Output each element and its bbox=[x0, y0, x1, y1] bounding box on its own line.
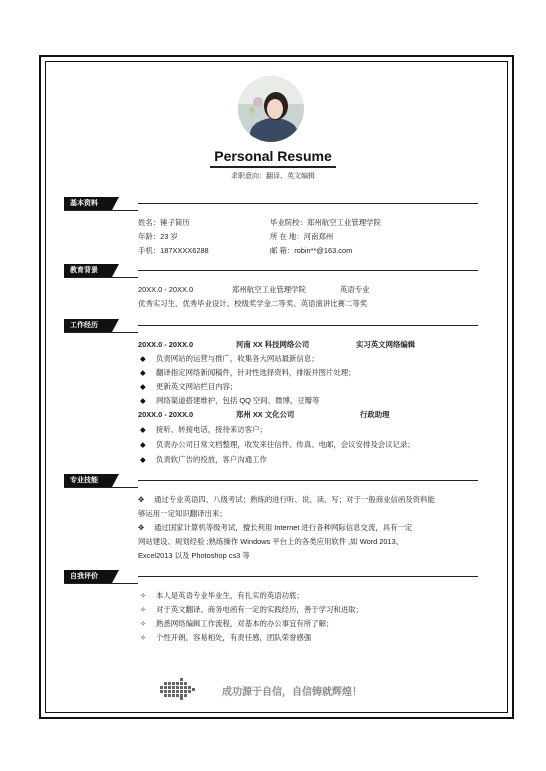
basic-location: 所 在 地：河南郑州 bbox=[270, 232, 334, 241]
skill-line: 通过专业英语四、八级考试；熟练的进行听、说、读、写；对于一般商业信函及资料能 bbox=[154, 495, 435, 504]
work-period: 20XX.0 - 20XX.0 bbox=[138, 410, 194, 419]
outline-star-icon: ✧ bbox=[140, 633, 147, 642]
four-point-star-icon: ✥ bbox=[138, 495, 145, 504]
section-underline bbox=[64, 277, 138, 278]
black-diamond-icon: ◆ bbox=[140, 396, 146, 405]
work-item: 负责办公司日常文档整理，收发来往信件、传真、电邮，会议安排及会议记录； bbox=[156, 440, 415, 449]
section-work-header bbox=[64, 319, 118, 332]
black-diamond-icon: ◆ bbox=[140, 425, 146, 434]
dotted-arrow-icon bbox=[160, 678, 198, 700]
footer-motto: 成功源于自信，自信铸就辉煌！ bbox=[222, 687, 362, 698]
section-underline bbox=[64, 210, 138, 211]
work-item: 接听、转接电话，接待来访客户； bbox=[156, 425, 267, 434]
section-divider bbox=[138, 325, 478, 326]
education-honors: 优秀实习生、优秀毕业设计、校级奖学金二等奖、英语演讲比赛二等奖 bbox=[138, 299, 368, 308]
basic-age: 年龄：23 岁 bbox=[138, 232, 178, 241]
section-work-title: 工作经历 bbox=[64, 319, 112, 332]
black-diamond-icon: ◆ bbox=[140, 368, 146, 377]
outline-star-icon: ✧ bbox=[140, 591, 147, 600]
section-self-header bbox=[64, 570, 118, 583]
education-period: 20XX.0 - 20XX.0 bbox=[138, 285, 194, 294]
section-self-title: 自我评价 bbox=[64, 570, 112, 583]
section-divider bbox=[138, 576, 478, 577]
avatar bbox=[238, 76, 304, 142]
self-item: 个性开朗，容易相处，有责任感，团队荣誉感强 bbox=[156, 633, 312, 642]
skill-line: Excel2013 以及 Photoshop cs3 等 bbox=[138, 551, 250, 560]
section-underline bbox=[64, 332, 138, 333]
section-underline bbox=[64, 487, 138, 488]
work-company: 河南 XX 科技网络公司 bbox=[236, 340, 310, 349]
black-diamond-icon: ◆ bbox=[140, 354, 146, 363]
self-item: 本人是英语专业毕业生，有扎实的英语功底； bbox=[156, 591, 304, 600]
basic-email: 邮 箱：robin**@163.com bbox=[270, 246, 353, 255]
four-point-star-icon: ✥ bbox=[138, 523, 145, 532]
outline-star-icon: ✧ bbox=[140, 619, 147, 628]
section-skills-title: 专业技能 bbox=[64, 474, 112, 487]
skill-line: 通过国家计算机等级考试，擅长利用 Internet 进行各种网际信息交流，具有一定 bbox=[154, 523, 413, 532]
skill-line: 够运用一定知识翻译出来； bbox=[138, 509, 227, 518]
basic-phone: 手机：187XXXX6288 bbox=[138, 246, 209, 255]
section-education-title: 教育背景 bbox=[64, 264, 112, 277]
work-item: 网络渠道搭建维护，包括 QQ 空间、微博、豆瓣等 bbox=[156, 396, 320, 405]
work-company: 郑州 XX 文化公司 bbox=[236, 410, 295, 419]
black-diamond-icon: ◆ bbox=[140, 382, 146, 391]
section-basic-title: 基本资料 bbox=[64, 197, 112, 210]
basic-name: 姓名：锤子简历 bbox=[138, 218, 190, 227]
section-education-header bbox=[64, 264, 118, 277]
section-divider bbox=[138, 270, 478, 271]
section-basic-header bbox=[64, 197, 118, 210]
section-skills-header bbox=[64, 474, 118, 487]
work-role: 实习英文网络编辑 bbox=[356, 340, 416, 349]
self-item: 熟悉网络编辑工作流程，对基本的办公事宜有所了解； bbox=[156, 619, 334, 628]
education-school: 郑州航空工业管理学院 bbox=[232, 285, 306, 294]
work-item: 负责软广告的投放，客户沟通工作 bbox=[156, 455, 267, 464]
education-major: 英语专业 bbox=[340, 285, 370, 294]
outline-star-icon: ✧ bbox=[140, 605, 147, 614]
resume-title: Personal Resume bbox=[214, 148, 332, 164]
work-item: 更新英文网站栏目内容； bbox=[156, 382, 238, 391]
work-period: 20XX.0 - 20XX.0 bbox=[138, 340, 194, 349]
skill-line: 网站建设、规划经验 ;熟练操作 Windows 平台上的各类应用软件 ,如 Word 2013、 bbox=[138, 537, 404, 546]
self-item: 对于英文翻译、商务电函有一定的实践经历，善于学习和进取； bbox=[156, 605, 363, 614]
avatar-photo bbox=[238, 76, 304, 142]
basic-school: 毕业院校：郑州航空工业管理学院 bbox=[270, 218, 381, 227]
black-diamond-icon: ◆ bbox=[140, 440, 146, 449]
section-divider bbox=[138, 203, 478, 204]
work-role: 行政助理 bbox=[360, 410, 390, 419]
work-item: 负责网站的运营与推广，收集各大网站最新信息； bbox=[156, 354, 319, 363]
work-item: 翻译指定网络新闻稿件，针对性选择资料，排版并图片处理； bbox=[156, 368, 356, 377]
title-underline bbox=[210, 166, 336, 168]
job-objective: 求职意向：翻译、英文编辑 bbox=[231, 173, 315, 180]
section-underline bbox=[64, 583, 138, 584]
section-divider bbox=[138, 480, 478, 481]
black-diamond-icon: ◆ bbox=[140, 455, 146, 464]
